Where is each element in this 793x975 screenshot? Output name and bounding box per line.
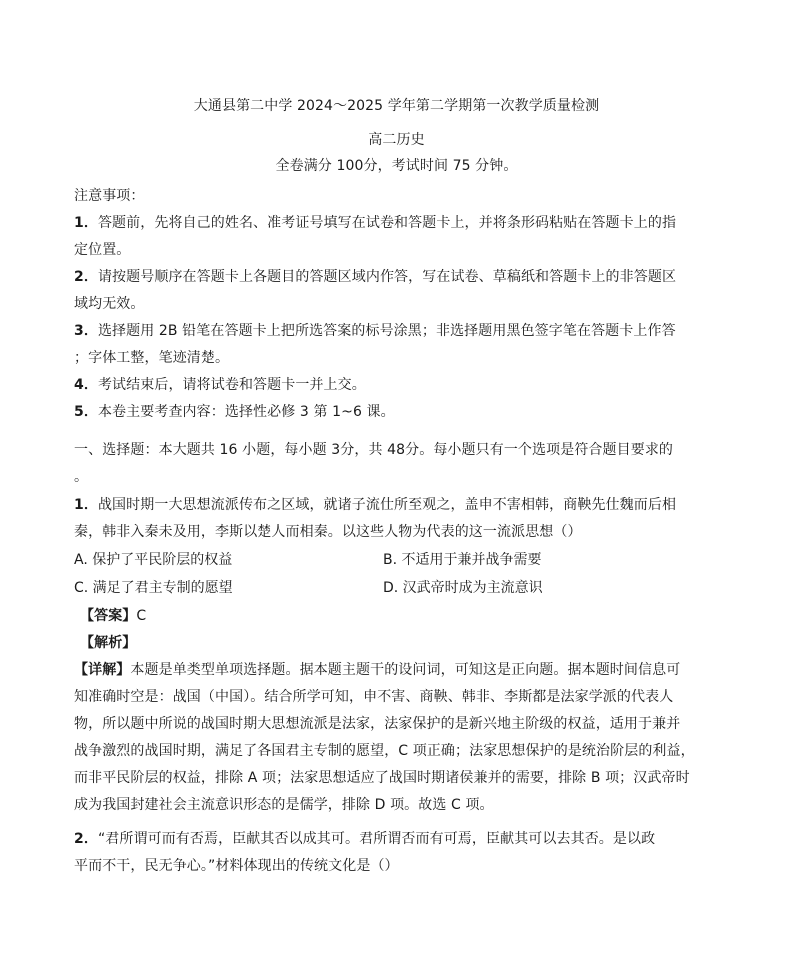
exam-title: 大通县第二中学 2024～2025 学年第二学期第一次教学质量检测 [193,98,600,114]
detail-text: 本题是单类型单项选择题。据本题主题干的设问词，可知这是正向题。据本题时间信息可 [130,662,681,678]
detail-line-4: 战争激烈的战国时期，满足了各国君主专制的愿望，C 项正确；法家思想保护的是统治阶层的利益， [74,743,695,759]
question-number: 2． [74,831,98,847]
question-number: 1． [74,497,98,513]
question-2-stem [74,830,734,848]
note-item-3-cont: ；字体工整，笔迹清楚。 [74,350,230,366]
option-c: C. 满足了君主专制的愿望 [74,580,233,596]
question-text: “君所谓可而有否焉，臣献其否以成其可。君所谓否而有可焉，臣献其可以去其否。是以政 [97,831,656,847]
option-d: D. 汉武帝时成为主流意识 [383,580,543,596]
note-item-5 [74,403,734,421]
detail-line-1 [74,661,734,679]
note-text: 答题前，先将自己的姓名、准考证号填写在试卷和答题卡上，并将条形码粘贴在答题卡上的指 [97,215,677,231]
detail-line-6: 成为我国封建社会主流意识形态的是儒学，排除 D 项。故选 C 项。 [74,797,494,813]
note-text: 选择题用 2B 铅笔在答题卡上把所选答案的标号涂黑；非选择题用黑色签字笔在答题卡上作答 [97,323,676,339]
subject-title: 高二历史 [368,132,425,148]
note-text: 考试结束后，请将试卷和答题卡一并上交。 [97,377,366,393]
note-item-2-cont: 域均无效。 [74,296,145,312]
note-item-3 [74,322,734,340]
note-item-1 [74,214,734,232]
question-text: 战国时期一大思想流派传布之区域，就诸子流仕所至观之，盖申不害相韩，商鞅先仕魏而后相 [97,497,677,513]
exam-info: 全卷满分 100分，考试时间 75 分钟。 [275,158,518,174]
question-2-stem-cont: 平而不干，民无争心。”材料体现出的传统文化是（） [74,858,399,874]
detail-line-2: 知准确时空是：战国（中国）。结合所学可知，申不害、商鞅、韩非、李斯都是法家学派的代表人 [74,689,674,705]
analysis-label [80,634,740,652]
note-number: 3． [74,323,98,339]
detail-line-3: 物，所以题中所说的战国时期大思想流派是法家，法家保护的是新兴地主阶级的权益，适用于兼并 [74,716,681,732]
answer-line [80,607,740,625]
notes-heading: 注意事项： [74,188,145,204]
detail-label: 【详解】 [74,662,131,678]
question-1-stem [74,496,734,514]
answer-label: 【答案】 [80,608,137,624]
note-number: 5． [74,404,98,420]
answer-value: C [136,608,147,624]
detail-line-5: 而非平民阶层的权益，排除 A 项；法家思想适应了战国时期诸侯兼并的需要，排除 B 项；汉武帝时 [74,770,690,786]
option-b: B. 不适用于兼并战争需要 [383,552,542,568]
note-item-4 [74,376,734,394]
note-text: 本卷主要考查内容：选择性必修 3 第 1~6 课。 [97,404,395,420]
note-text: 请按题号顺序在答题卡上各题目的答题区域内作答，写在试卷、草稿纸和答题卡上的非答题区 [97,269,677,285]
analysis-label-text: 【解析】 [80,635,137,651]
section-heading-cont: 。 [74,469,89,485]
note-item-2 [74,268,734,286]
section-heading: 一、选择题：本大题共 16 小题，每小题 3分，共 48分。每小题只有一个选项是符合题目要求的 [74,442,674,458]
option-a: A. 保护了平民阶层的权益 [74,552,233,568]
note-item-1-cont: 定位置。 [74,242,131,258]
question-1-stem-cont: 秦，韩非入秦未及用，李斯以楚人而相秦。以这些人物为代表的这一流派思想（） [74,524,582,540]
note-number: 2． [74,269,98,285]
note-number: 1． [74,215,98,231]
note-number: 4． [74,377,98,393]
